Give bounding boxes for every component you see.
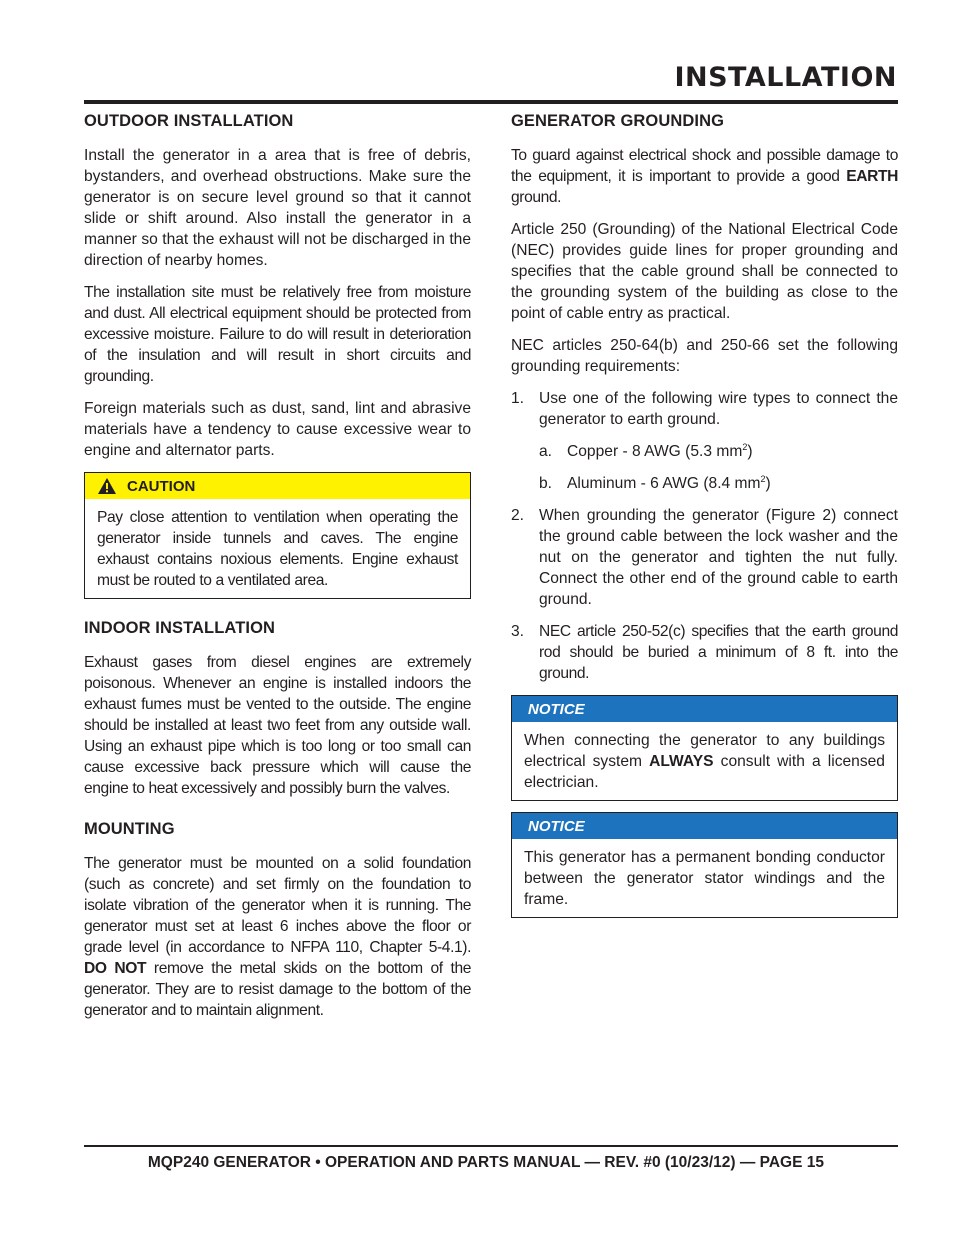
page-footer: MQP240 GENERATOR • OPERATION AND PARTS MANUAL — REV. #0 (10/23/12) — PAGE 15 <box>147 1154 824 1171</box>
list-item <box>511 388 898 494</box>
paren: ) <box>765 475 771 492</box>
notice-text: This generator has a permanent bonding conductor between the generator stator windings and the frame. <box>524 849 885 908</box>
notice-box-2 <box>511 812 898 918</box>
notice-text-1: When connecting the generator to any buildings electrical system <box>524 732 885 770</box>
notice-body <box>512 839 897 917</box>
generator-grounding-section <box>511 112 898 684</box>
list-item <box>539 473 898 494</box>
outdoor-paragraph-1: Install the generator in a area that is free of debris, bystanders, and overhead obstructions. Make sure the generator is on secure level ground so that it cannot slide or shift around. Also install the generator in a manner so that the exhaust will not be discharged in the direction of nearby homes. <box>84 147 471 269</box>
caution-box <box>84 472 471 599</box>
mounting-section <box>84 820 471 1021</box>
header-rule <box>84 100 898 104</box>
copper-text: Copper - 8 AWG (5.3 mm <box>567 443 743 460</box>
step-number: 2. <box>511 507 525 524</box>
caution-header <box>85 473 470 499</box>
list-item <box>511 621 898 684</box>
outdoor-installation-heading: OUTDOOR INSTALLATION <box>84 112 294 130</box>
step-number: 1. <box>511 390 525 407</box>
superscript: 2 <box>760 473 766 484</box>
grounding-paragraph-3: NEC articles 250-64(b) and 250-66 set the following grounding requirements: <box>511 337 898 375</box>
earth-bold: EARTH <box>846 168 898 185</box>
outdoor-paragraph-2: The installation site must be relatively free from moisture and dust. All electrical equipment should be protected from excessive moisture. Failure to do will result in deterioration of the insulation and will result in short circuits and grounding. <box>84 284 471 385</box>
notice-text <box>524 730 885 793</box>
grounding-text-1: To guard against electrical shock and possible damage to the equipment, it is important to provide a good <box>511 147 898 185</box>
step-number: 3. <box>511 623 525 640</box>
caution-text: Pay close attention to ventilation when operating the generator inside tunnels and caves. The engine exhaust contains noxious elements. Engine exhaust must be routed to a ventilated area. <box>97 509 458 589</box>
grounding-text-2: ground. <box>511 189 562 206</box>
notice-header: NOTICE <box>512 813 897 839</box>
superscript: 2 <box>742 441 748 452</box>
notice-text-2: consult with a licensed electrician. <box>524 753 885 791</box>
right-column <box>511 112 898 938</box>
generator-grounding-heading: GENERATOR GROUNDING <box>511 112 725 130</box>
caution-body <box>85 499 470 598</box>
step-text: When grounding the generator (Figure 2) connect the ground cable between the lock washer and the nut on the generator and tighten the nut fully. Connect the other end of the ground cable to earth ground. <box>539 507 898 608</box>
step-text: NEC article 250-52(c) specifies that the earth ground rod should be buried a minimum of 8 ft. into the ground. <box>539 623 898 682</box>
list-item <box>539 441 898 462</box>
footer-rule <box>84 1145 898 1147</box>
mounting-text-2: remove the metal skids on the bottom of the generator. They are to resist damage to the bottom of the generator and to maintain alignment. <box>84 960 471 1019</box>
mounting-do-not: DO NOT <box>84 960 147 977</box>
outdoor-paragraph-3: Foreign materials such as dust, sand, lint and abrasive materials have a tendency to cause excessive wear to engine and alternator parts. <box>84 400 471 459</box>
grounding-steps <box>511 388 898 684</box>
mounting-text-1: The generator must be mounted on a solid foundation (such as concrete) and set firmly on the foundation to isolate vibration of the generator when it is running. The generator must set at least 6 inches above the floor or grade level (in accordance to NFPA 110, Chapter 5-4.1). <box>84 855 471 956</box>
grounding-paragraph-2: Article 250 (Grounding) of the National Electrical Code (NEC) provides guide lines for proper grounding and specifies that the cable ground shall be connected to the grounding system of the building as close to the point of cable entry as practical. <box>511 221 898 322</box>
mounting-paragraph <box>84 853 471 1021</box>
paren: ) <box>747 443 753 460</box>
sub-letter: a. <box>539 443 553 460</box>
always-bold: ALWAYS <box>649 753 714 770</box>
grounding-paragraph-1 <box>511 145 898 208</box>
sub-letter: b. <box>539 475 553 492</box>
indoor-installation-heading: INDOOR INSTALLATION <box>84 619 276 637</box>
left-column <box>84 112 471 1032</box>
caution-label: CAUTION <box>127 477 196 495</box>
wire-type-list <box>539 441 898 494</box>
notice-box-1 <box>511 695 898 801</box>
warning-triangle-icon <box>97 477 117 495</box>
aluminum-text: Aluminum - 6 AWG (8.4 mm <box>567 475 761 492</box>
outdoor-installation-section <box>84 112 471 461</box>
list-item <box>511 505 898 610</box>
indoor-paragraph: Exhaust gases from diesel engines are extremely poisonous. Whenever an engine is installed indoors the exhaust fumes must be vented to the outside. The engine should be installed at least two feet from any outside wall. Using an exhaust pipe which is too long or too small can cause excessive back pressure which will cause the engine to heat excessively and possibly burn the valves. <box>84 654 471 797</box>
step-text: Use one of the following wire types to connect the generator to earth ground. <box>539 390 898 428</box>
notice-body <box>512 722 897 800</box>
indoor-installation-section <box>84 619 471 799</box>
page-title: INSTALLATION <box>674 62 897 93</box>
mounting-heading: MOUNTING <box>84 820 175 838</box>
notice-header: NOTICE <box>512 696 897 722</box>
